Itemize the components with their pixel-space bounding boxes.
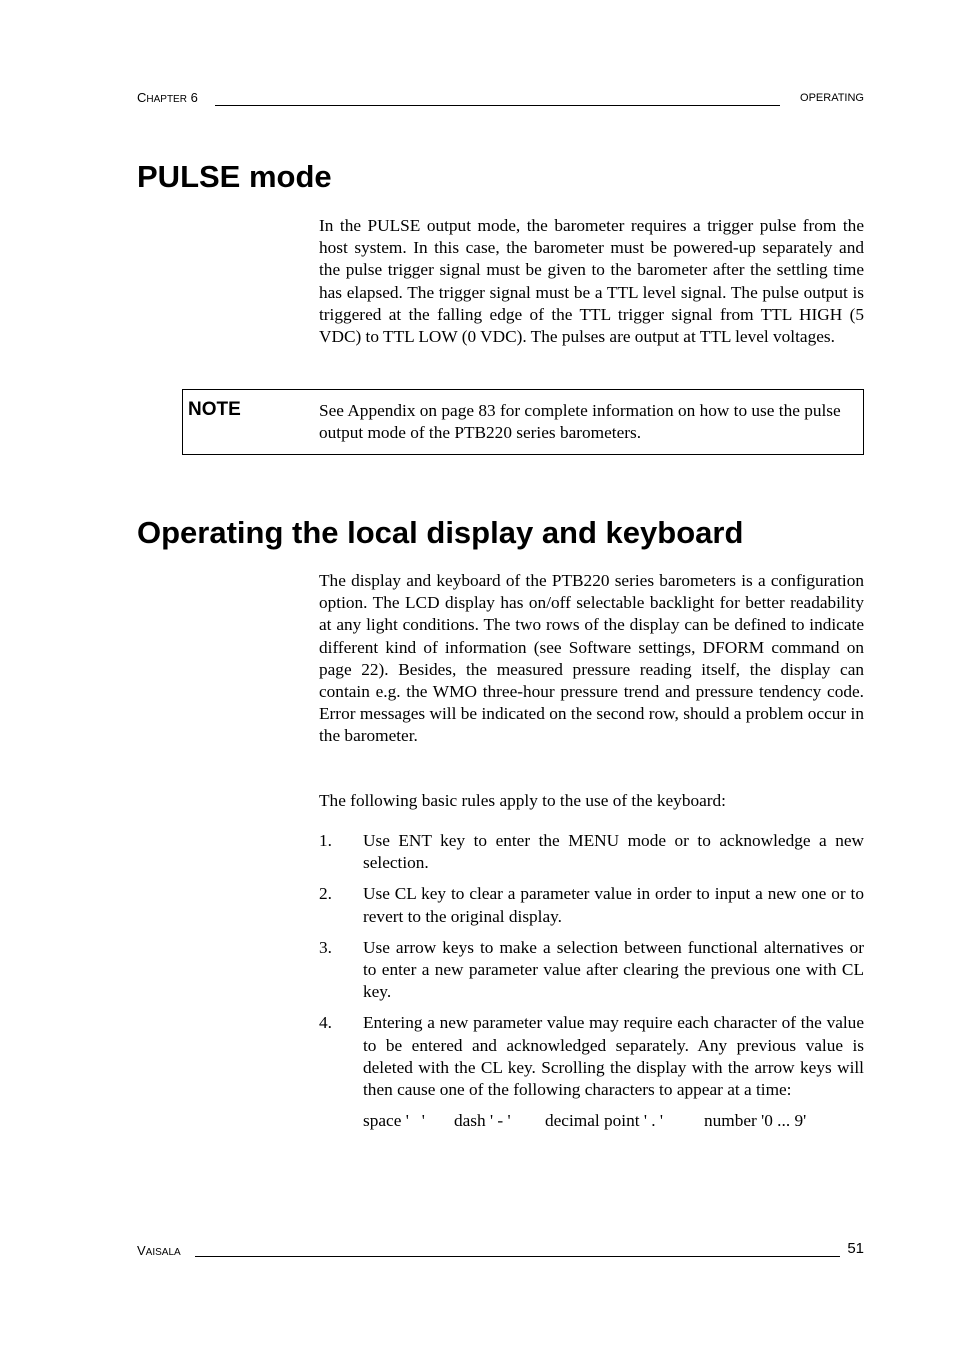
running-header xyxy=(137,90,864,108)
header-rule xyxy=(215,105,780,106)
character-options xyxy=(363,1110,864,1132)
note-text: See Appendix on page 83 for complete information on how to use the pulse output mode of the PTB220 series barometers. xyxy=(319,401,841,443)
character-option-decimal-point: decimal point ' . ' xyxy=(545,1111,664,1131)
section-label: OPERATING xyxy=(800,92,864,104)
list-item xyxy=(319,937,864,1004)
running-footer xyxy=(137,1240,864,1260)
note-box xyxy=(182,389,864,455)
display-keyboard-heading: Operating the local display and keyboard xyxy=(137,515,744,550)
list-item-number: 3. xyxy=(319,937,332,957)
list-item-text: Use arrow keys to make a selection between functional alternatives or to enter a new parameter value after clearing the previous one with CL key. xyxy=(363,937,864,1002)
list-item xyxy=(319,1012,864,1132)
list-item-text: Entering a new parameter value may require each character of the value to be entered and acknowledged separately. Any previous value is deleted with the CL key. Scrolling the display with the arrow keys will then cause one of the following characters to appear at a time: xyxy=(363,1013,864,1100)
note-label: NOTE xyxy=(188,399,241,420)
list-item-number: 1. xyxy=(319,831,332,850)
list-item xyxy=(319,883,864,927)
footer-rule xyxy=(195,1256,840,1257)
character-option-space: space ' ' xyxy=(363,1111,425,1131)
display-paragraph: The display and keyboard of the PTB220 series barometers is a configuration option. The LCD display has on/off selectable backlight for better readability at any light conditions. The two rows of the display can be defined to indicate different kind of information (see Software settings, DFORM command on page 22). Besides, the measured pressure reading itself, the display can contain e.g. the WMO three-hour pressure trend and pressure tendency code. Error messages will be indicated on the second row, should a problem occur in the barometer. xyxy=(319,571,864,746)
pulse-mode-paragraph: In the PULSE output mode, the barometer requires a trigger pulse from the host system. In this case, the barometer must be powered-up separately and the pulse trigger signal must be given to the barometer after the settling time has elapsed. The trigger signal must be a TTL level signal. The pulse output is triggered at the falling edge of the TTL trigger signal from TTL HIGH (5 VDC) to TTL LOW (0 VDC). The pulses are output at TTL level voltages. xyxy=(319,216,864,347)
character-option-dash: dash ' - ' xyxy=(454,1111,511,1131)
chapter-label: CHAPTER 6 xyxy=(137,90,198,105)
keyboard-rules-list xyxy=(319,830,864,1141)
list-item-text: Use CL key to clear a parameter value in order to input a new one or to revert to the original display. xyxy=(363,884,864,926)
list-item-text: Use ENT key to enter the MENU mode or to acknowledge a new selection. xyxy=(363,831,864,873)
keyboard-intro-paragraph: The following basic rules apply to the use of the keyboard: xyxy=(319,791,726,810)
company-name: VAISALA xyxy=(137,1243,181,1258)
list-item-number: 4. xyxy=(319,1013,332,1033)
list-item-number: 2. xyxy=(319,884,332,904)
list-item xyxy=(319,830,864,874)
pulse-mode-heading: PULSE mode xyxy=(137,159,332,194)
character-option-number: number '0 ... 9' xyxy=(704,1111,807,1131)
page-number: 51 xyxy=(847,1240,864,1257)
